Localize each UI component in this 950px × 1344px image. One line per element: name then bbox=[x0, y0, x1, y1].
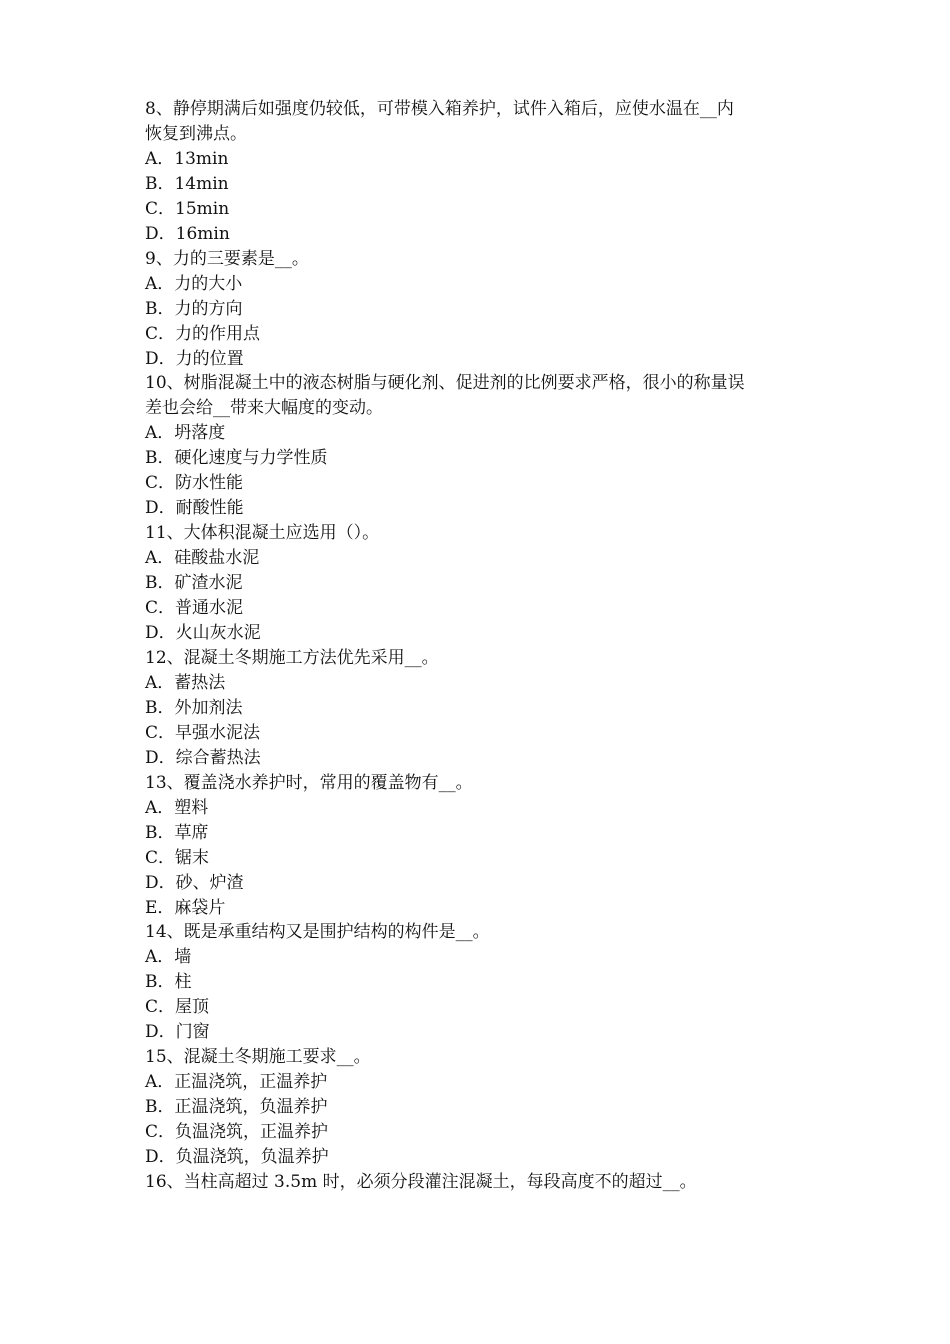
question-13 bbox=[145, 771, 810, 921]
option-a: A．13min bbox=[145, 148, 229, 169]
question-16 bbox=[145, 1170, 810, 1195]
question-text: 16、当柱高超过 3.5m 时，必须分段灌注混凝土，每段高度不的超过__。 bbox=[145, 1171, 697, 1192]
question-text: 13、覆盖浇水养护时，常用的覆盖物有__。 bbox=[145, 772, 473, 793]
option-c: C．15min bbox=[145, 198, 230, 219]
option-a: A．力的大小 bbox=[145, 273, 243, 294]
question-8 bbox=[145, 97, 810, 247]
question-text: 恢复到沸点。 bbox=[145, 123, 247, 144]
option-d: D．力的位置 bbox=[145, 348, 244, 369]
option-a: A．墙 bbox=[145, 947, 192, 968]
question-10 bbox=[145, 371, 810, 521]
option-b: B．草席 bbox=[145, 822, 209, 843]
question-text: 12、混凝土冬期施工方法优先采用__。 bbox=[145, 647, 439, 668]
question-12 bbox=[145, 646, 810, 771]
option-b: B．矿渣水泥 bbox=[145, 573, 243, 594]
option-c: C．普通水泥 bbox=[145, 598, 244, 619]
option-d: D．综合蓄热法 bbox=[145, 747, 261, 768]
option-c: C．屋顶 bbox=[145, 997, 210, 1018]
option-b: B．外加剂法 bbox=[145, 697, 243, 718]
question-text: 15、混凝土冬期施工要求__。 bbox=[145, 1047, 371, 1068]
option-d: D．负温浇筑，负温养护 bbox=[145, 1147, 329, 1168]
question-text: 11、大体积混凝土应选用（）。 bbox=[145, 523, 380, 544]
question-text: 8、静停期满后如强度仍较低，可带模入箱养护，试件入箱后，应使水温在__内 bbox=[145, 99, 734, 119]
option-b: B．力的方向 bbox=[145, 298, 243, 319]
option-b: B．14min bbox=[145, 173, 229, 194]
option-d: D．门窗 bbox=[145, 1022, 210, 1043]
option-d: D．16min bbox=[145, 223, 230, 244]
option-c: C．早强水泥法 bbox=[145, 722, 261, 743]
option-a: A．正温浇筑，正温养护 bbox=[145, 1072, 328, 1093]
option-b: B．硬化速度与力学性质 bbox=[145, 448, 328, 469]
question-text: 10、树脂混凝土中的液态树脂与硬化剂、促进剂的比例要求严格，很小的称量误 bbox=[145, 373, 745, 394]
option-c: C．负温浇筑，正温养护 bbox=[145, 1122, 329, 1143]
document-page bbox=[145, 97, 810, 1195]
option-a: A．蓄热法 bbox=[145, 672, 226, 693]
option-e: E．麻袋片 bbox=[145, 897, 226, 918]
option-a: A．塑料 bbox=[145, 797, 209, 818]
question-text: 差也会给__带来大幅度的变动。 bbox=[145, 398, 383, 419]
question-text: 14、既是承重结构又是围护结构的构件是__。 bbox=[145, 922, 490, 943]
question-11 bbox=[145, 521, 810, 646]
question-9 bbox=[145, 247, 810, 372]
option-b: B．柱 bbox=[145, 972, 192, 993]
option-b: B．正温浇筑，负温养护 bbox=[145, 1097, 328, 1118]
question-14 bbox=[145, 920, 810, 1045]
option-a: A．硅酸盐水泥 bbox=[145, 548, 260, 569]
question-text: 9、力的三要素是__。 bbox=[145, 248, 309, 269]
option-c: C．防水性能 bbox=[145, 473, 244, 494]
option-d: D．砂、炉渣 bbox=[145, 872, 244, 893]
option-d: D．耐酸性能 bbox=[145, 498, 244, 519]
option-c: C．力的作用点 bbox=[145, 323, 261, 344]
option-a: A．坍落度 bbox=[145, 423, 226, 444]
question-15 bbox=[145, 1045, 810, 1170]
option-d: D．火山灰水泥 bbox=[145, 623, 261, 644]
option-c: C．锯末 bbox=[145, 847, 210, 868]
